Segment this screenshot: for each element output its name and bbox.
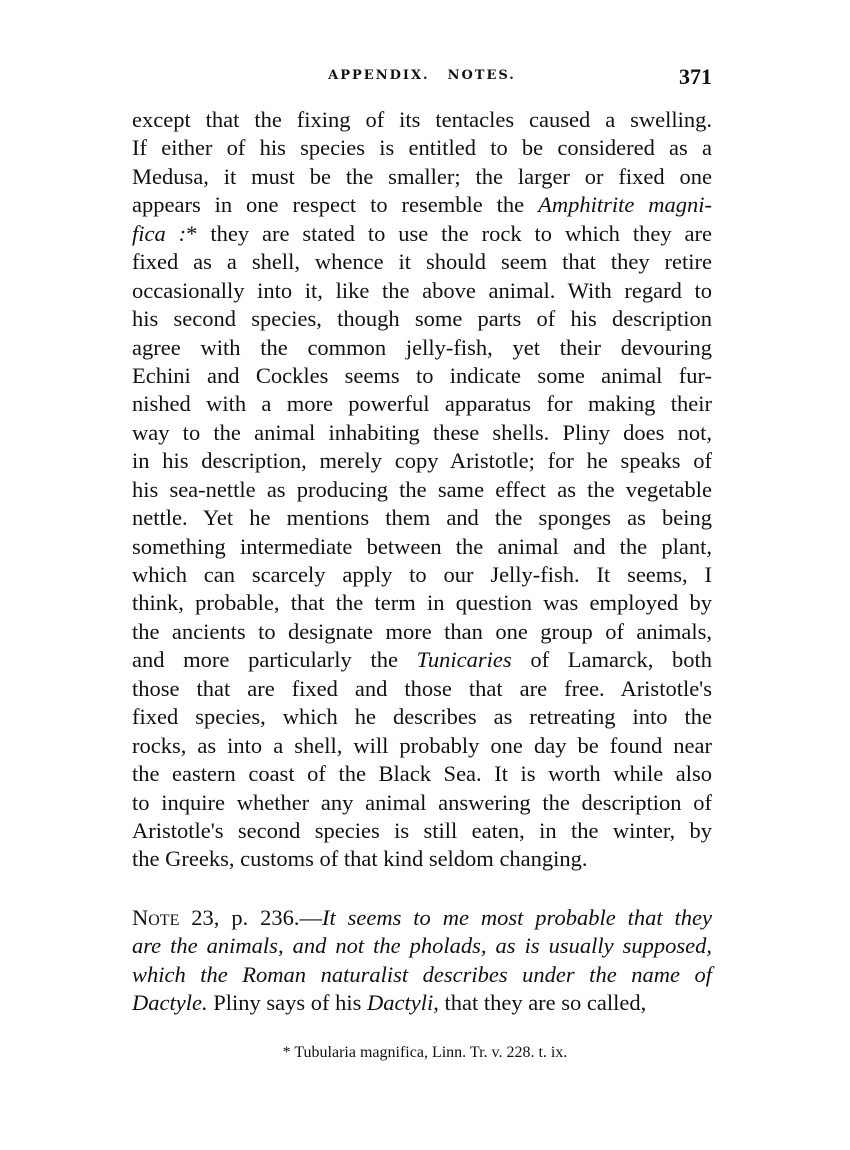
text-segment: appears in one respect to resemble the xyxy=(132,192,539,218)
text-segment: the ancients to designate more than one group of animals, xyxy=(132,618,712,644)
text-line xyxy=(132,760,712,788)
text-line xyxy=(132,220,712,248)
text-segment: and more particularly the xyxy=(132,647,417,673)
text-segment: nished with a more powerful apparatus for making their xyxy=(132,391,712,417)
text-segment: think, probable, that the term in question was employed by xyxy=(132,590,712,616)
text-line xyxy=(132,904,712,932)
text-line xyxy=(132,134,712,162)
text-line xyxy=(132,334,712,362)
text-line xyxy=(132,305,712,333)
text-line xyxy=(132,191,712,219)
text-line xyxy=(132,646,712,674)
text-line xyxy=(132,989,712,1017)
text-segment: agree with the common jelly-fish, yet their devouring xyxy=(132,334,712,360)
text-segment: Medusa, it must be the smaller; the larger or fixed one xyxy=(132,163,712,189)
text-segment: to inquire whether any animal answering the description of xyxy=(132,789,712,815)
text-segment: way to the animal inhabiting these shells. Pliny does not, xyxy=(132,419,712,445)
footnote: * Tubularia magnifica, Linn. Tr. v. 228. t. ix. xyxy=(282,1044,568,1061)
text-segment: Pliny says of his xyxy=(207,990,367,1016)
text-line xyxy=(132,845,712,873)
text-line xyxy=(132,362,712,390)
text-line xyxy=(132,789,712,817)
text-segment: something intermediate between the animal and the plant, xyxy=(132,533,712,559)
text-line xyxy=(132,618,712,646)
paragraph-note-23 xyxy=(132,904,712,1018)
text-segment: the eastern coast of the Black Sea. It is worth while also xyxy=(132,761,712,787)
italic-text: It seems to me most probable that they xyxy=(321,904,713,930)
italic-text: which the Roman naturalist describes under the name of xyxy=(132,961,712,987)
text-segment: , that they are so called, xyxy=(433,990,647,1016)
running-title xyxy=(132,68,712,83)
text-segment: fixed species, which he describes as retreating into the xyxy=(132,704,712,730)
text-segment: occasionally into it, like the above animal. With regard to xyxy=(132,277,712,303)
text-segment: those that are fixed and those that are free. Aristotle's xyxy=(132,675,712,701)
text-segment: except that the fixing of its tentacles caused a swelling. xyxy=(132,107,712,132)
body-text xyxy=(132,106,712,1018)
text-segment: Aristotle's second species is still eaten, in the winter, by xyxy=(132,817,712,843)
text-segment: nettle. Yet he mentions them and the sponges as being xyxy=(132,505,712,531)
paragraph-continuation xyxy=(132,106,712,874)
italic-text: Dactyli xyxy=(366,990,434,1016)
text-segment: his second species, though some parts of his description xyxy=(132,306,712,332)
page-number: 371 xyxy=(679,64,712,89)
text-segment: * they are stated to use the rock to which they are xyxy=(186,220,713,246)
text-line xyxy=(132,703,712,731)
text-segment: rocks, as into a shell, will probably one day be found near xyxy=(132,732,712,758)
italic-text: are the animals, and not the pholads, as is usually supposed, xyxy=(132,933,712,959)
running-header xyxy=(132,66,712,96)
text-line xyxy=(132,419,712,447)
text-segment: his sea-nettle as producing the same effect as the vegetable xyxy=(132,476,712,502)
text-segment: of Lamarck, both xyxy=(511,647,712,673)
text-line xyxy=(132,675,712,703)
text-line xyxy=(132,961,712,989)
italic-text: Tunicaries xyxy=(416,647,512,673)
text-line xyxy=(132,447,712,475)
note-label: Note xyxy=(132,904,180,930)
text-line xyxy=(132,732,712,760)
text-line xyxy=(132,589,712,617)
text-line xyxy=(132,561,712,589)
running-title-left: APPENDIX. xyxy=(328,68,430,83)
text-segment: which can scarcely apply to our Jelly-fish. It seems, I xyxy=(132,562,712,587)
text-line xyxy=(132,390,712,418)
text-segment: Echini and Cockles seems to indicate some animal fur- xyxy=(132,362,712,388)
text-segment: in his description, merely copy Aristotle; for he speaks of xyxy=(132,448,712,474)
text-line xyxy=(132,277,712,305)
text-segment: the Greeks, customs of that kind seldom changing. xyxy=(132,846,588,872)
text-segment: fixed as a shell, whence it should seem that they retire xyxy=(132,249,712,275)
text-line xyxy=(132,504,712,532)
paragraph-gap xyxy=(132,874,712,904)
text-segment: If either of his species is entitled to be considered as a xyxy=(132,135,712,161)
text-line xyxy=(132,533,712,561)
text-line xyxy=(132,932,712,960)
text-line xyxy=(132,163,712,191)
text-line xyxy=(132,476,712,504)
text-line xyxy=(132,817,712,845)
text-line xyxy=(132,248,712,276)
text-line xyxy=(132,106,712,134)
italic-text: Dactyle. xyxy=(132,990,208,1016)
running-title-right: NOTES. xyxy=(447,68,516,83)
italic-text: Amphitrite magni- xyxy=(538,192,713,218)
note-reference: 23, p. 236.— xyxy=(179,904,322,930)
italic-text: fica : xyxy=(132,220,187,246)
